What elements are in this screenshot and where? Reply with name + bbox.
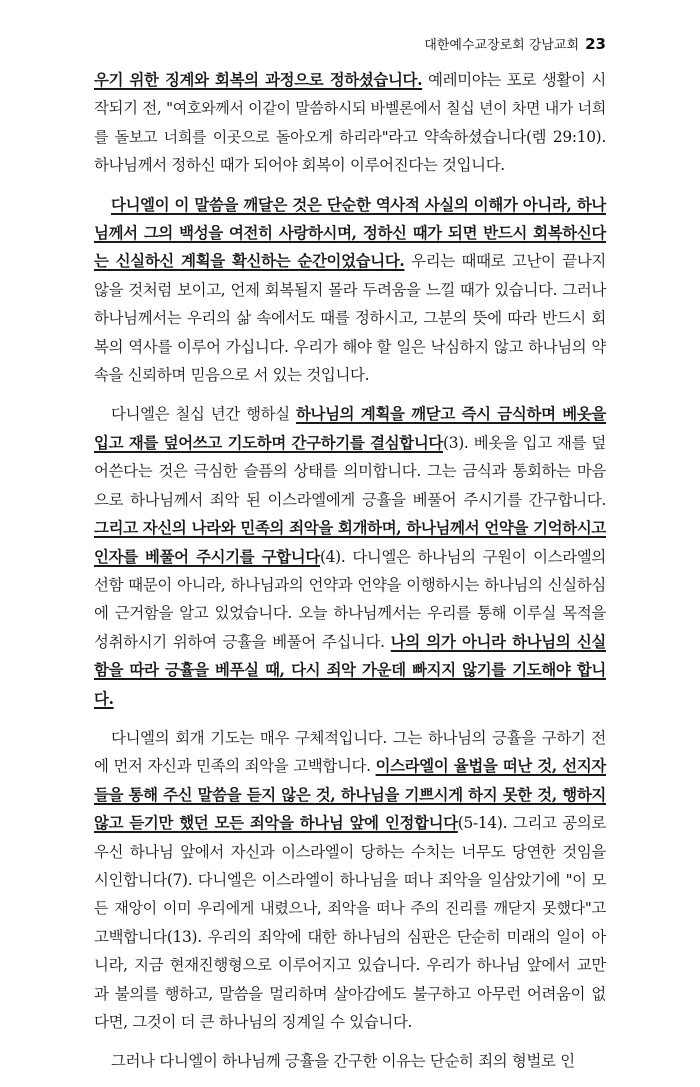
text-segment: 다니엘의 회개 기도는 매우 구체적입니다. 그는 하나님의 긍휼을 구하기 전에 먼저 자신과 민족의 죄악을 고백합니다. <box>94 728 606 776</box>
text-segment: (4). 다니엘은 하나님의 구원이 이스라엘의 선함 때문이 아니라, 하나님과의 언약과 언약을 이행하시는 하나님의 신실하심에 근거함을 알고 있었습니다. 오늘 하나님께서는 우리를 통해 이루실 목적을 성취하시기 위하여 긍휼을 베풀어 주십니다. <box>94 547 606 651</box>
paragraph <box>94 400 606 712</box>
text-segment-emphasis: 하나님의 계획을 깨닫고 즉시 금식하며 베옷을 입고 재를 덮어쓰고 기도하며 간구하기를 결심합니다 <box>94 405 606 452</box>
text-segment-emphasis: 그리고 자신의 나라와 민족의 죄악을 회개하며, 하나님께서 언약을 기억하시고 인자를 베풀어 주시기를 구합니다 <box>94 519 606 566</box>
document-body <box>94 66 606 1087</box>
page-number: 23 <box>585 35 606 53</box>
church-name: 대한예수교장로회 강남교회 <box>424 38 580 53</box>
text-segment: (3). 베옷을 입고 재를 덮어쓴다는 것은 극심한 슬픔의 상태를 의미합니다. 그는 금식과 통회하는 마음으로 하나님께서 죄악 된 이스라엘에게 긍휼을 베풀어 주시기를 간구합니다. <box>94 433 607 509</box>
text-segment-quote: "여호와께서 이같이 말씀하시되 바벨론에서 칠십 년이 차면 내가 너희를 돌보고 너희를 이곳으로 돌아오게 하리라" <box>94 99 607 146</box>
paragraph <box>94 1047 606 1075</box>
text-segment-emphasis: 우기 위한 징계와 회복의 과정으로 정하셨습니다. <box>94 71 423 89</box>
text-segment-quote: "이 모든 재앙이 이미 우리에게 내렸으나, 죄악을 떠나 주의 진리를 깨닫지 못했다" <box>94 870 606 918</box>
text-segment: 라고 약속하셨습니다(렘 29:10). 하나님께서 정하신 때가 되어야 회복이 이루어진다는 것입니다. <box>94 127 606 175</box>
text-segment-emphasis: 이스라엘이 율법을 떠난 것, 선지자들을 통해 주신 말씀을 듣지 않은 것, 하나님을 기쁘시게 하지 못한 것, 행하지 않고 듣기만 했던 모든 죄악을 하나님 앞에 인정합니다 <box>94 757 606 833</box>
text-segment: (5-14). 그리고 공의로우신 하나님 앞에서 자신과 이스라엘이 당하는 수치는 너무도 당연한 것임을 시인합니다(7). 다니엘은 이스라엘이 하나님을 떠나 죄악을 일삼았기에 <box>94 814 607 889</box>
text-segment: 고 고백합니다(13). 우리의 죄악에 대한 하나님의 심판은 단순히 미래의 일이 아니라, 지금 현재진행형으로 이루어지고 있습니다. 우리가 하나님 앞에서 교만과 불의를 행하고, 말씀을 멀리하며 살아감에도 불구하고 아무런 어려움이 없다면, 그것이 더 큰 하나님의 징계일 수 있습니다. <box>94 899 606 1031</box>
text-segment: 그러나 다니엘이 하나님께 긍휼을 간구한 이유는 단순히 죄의 형벌로 인 <box>111 1052 575 1071</box>
page-header <box>424 34 606 53</box>
paragraph <box>94 724 606 1036</box>
text-segment: 예레미야는 포로 생활이 시작되기 전, <box>94 71 606 118</box>
paragraph <box>94 191 606 390</box>
text-segment-emphasis: 나의 의가 아니라 하나님의 신실함을 따라 긍휼을 베푸실 때, 다시 죄악 가운데 빠지지 않기를 기도해야 합니다. <box>94 632 606 708</box>
text-segment: 다니엘은 칠십 년간 행하실 <box>111 405 296 424</box>
text-segment: 우리는 때때로 고난이 끝나지 않을 것처럼 보이고, 언제 회복될지 몰라 두려움을 느낄 때가 있습니다. 그러나 하나님께서는 우리의 삶 속에서도 때를 정하시고, 그분의 뜻에 따라 반드시 회복의 역사를 이루어 가십니다. 우리가 해야 할 일은 낙심하지 않고 하나님의 약속을 신뢰하며 믿음으로 서 있는 것입니다. <box>94 252 606 385</box>
text-segment-emphasis: 다니엘이 이 말씀을 깨달은 것은 단순한 역사적 사실의 이해가 아니라, 하나님께서 그의 백성을 여전히 사랑하시며, 정하신 때가 되면 반드시 회복하신다는 신실하신 계획을 확신하는 순간이었습니다. <box>94 195 606 271</box>
paragraph <box>94 66 606 180</box>
